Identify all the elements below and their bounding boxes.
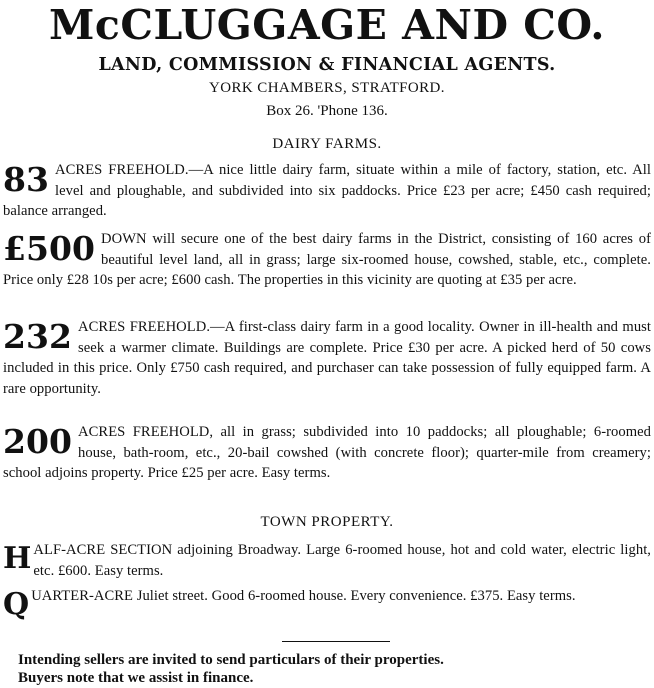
divider-rule — [282, 641, 390, 642]
listing-500-down — [3, 229, 651, 291]
company-address: YORK CHAMBERS, STRATFORD. — [209, 80, 445, 96]
section-heading-dairy-farms: DAIRY FARMS. — [272, 136, 382, 152]
listing-text: UARTER-ACRE Juliet street. Good 6-roomed house. Every convenience. £375. Easy terms. — [31, 588, 576, 604]
footer-sellers-note: Intending sellers are invited to send particulars of their properties. — [18, 652, 444, 668]
box-and-phone: Box 26. 'Phone 136. — [266, 103, 388, 119]
listing-drop-cap: Q — [3, 587, 30, 622]
listing-quarter-acre — [3, 586, 651, 622]
listing-text: ACRES FREEHOLD, all in grass; subdivided into 10 paddocks; all ploughable; 6-roomed house, bath-room, etc., 20-bail cowshed (with concrete floor); quarter-mile from creamery; school adjoins property. Price £25 per acre. Easy terms. — [3, 424, 651, 481]
listing-half-acre-section — [3, 540, 651, 581]
listing-text: ALF-ACRE SECTION adjoining Broadway. Large 6-roomed house, hot and cold water, electric light, etc. £600. Easy terms. — [33, 542, 651, 579]
company-name: McCLUGGAGE AND CO. — [48, 1, 606, 49]
listing-lead-figure: 232 — [3, 317, 73, 356]
listing-lead-figure: £500 — [3, 229, 96, 268]
listing-lead-figure: 83 — [3, 160, 50, 199]
listing-text: ACRES FREEHOLD.—A nice little dairy farm, situate within a mile of factory, station, etc. All level and ploughable, and subdivided into six paddocks. Price £23 per acre; £450 cash required; balance arranged. — [3, 162, 651, 219]
listing-232-acres — [3, 317, 651, 399]
footer-buyers-note: Buyers note that we assist in finance. — [18, 670, 254, 686]
section-heading-town-property: TOWN PROPERTY. — [260, 514, 394, 530]
listing-83-acres — [3, 160, 651, 222]
listing-text: DOWN will secure one of the best dairy farms in the District, consisting of 160 acres of beautiful level land, all in grass; large six-roomed house, cowshed, stable, etc., complete. Price only £28 10s per acre; £600 cash. The properties in this vicinity are quoting at £35 per acre. — [3, 231, 651, 288]
listing-lead-figure: 200 — [3, 422, 73, 461]
company-tagline: LAND, COMMISSION & FINANCIAL AGENTS. — [98, 55, 556, 75]
listing-200-acres — [3, 422, 651, 484]
listing-drop-cap: H — [3, 541, 32, 576]
listing-text: ACRES FREEHOLD.—A first-class dairy farm in a good locality. Owner in ill-health and must seek a warmer climate. Buildings are complete. Price £30 per acre. A picked herd of 50 cows included in this price. Only £750 cash required, and purchaser can take possession of fully equipped farm. A rare opportunity. — [3, 319, 651, 397]
